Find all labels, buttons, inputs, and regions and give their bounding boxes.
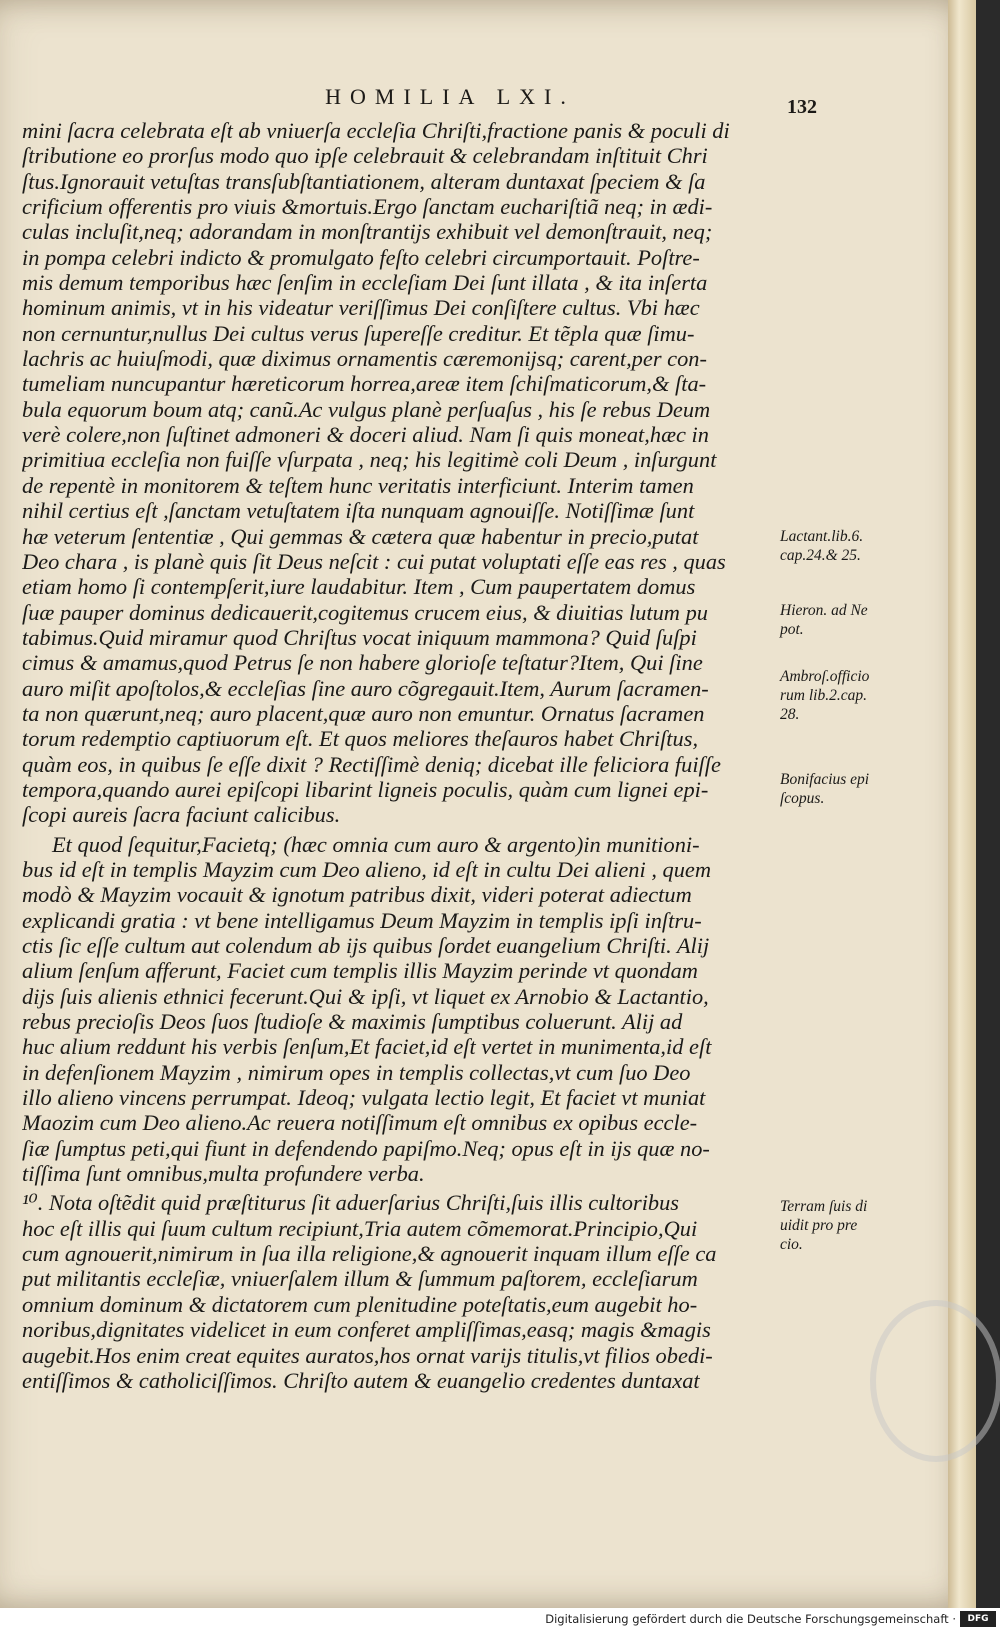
- text-line: modò & Mayzim vocauit & ignotum patribus dixit, videri poterat adiectum: [22, 882, 692, 908]
- text-line: rebus precioſis Deos ſuos ſtudioſe & maximis ſumptibus coluerunt. Alij ad: [22, 1009, 683, 1035]
- text-line: tiſſima ſunt omnibus,multa profundere verba.: [22, 1161, 425, 1187]
- paragraph-1: [22, 118, 772, 828]
- text-line: in pompa celebri indicto & promulgato feſto celebri circumportauit. Poſtre-: [22, 244, 700, 270]
- marginal-note-terram: Terram ſuis di uidit pro pre cio.: [780, 1198, 868, 1253]
- text-line: huc alium reddunt his verbis ſenſum,Et faciet,id eſt vertet in munimenta,id eſt: [22, 1034, 712, 1060]
- text-line: etiam homo ſi contempſerit,iure laudabitur. Item , Cum paupertatem domus: [22, 574, 696, 600]
- text-line: ſiæ ſumptus peti,qui fiunt in defendendo papiſmo.Neq; opus eſt in ijs quæ no-: [22, 1135, 710, 1161]
- text-line: ſuæ pauper dominus dedicauerit,cogitemus crucem eius, & diuitias lutum pu: [22, 599, 708, 625]
- text-line: bula equorum boum atq; canũ.Ac vulgus planè perſuaſus , his ſe rebus Deum: [22, 396, 711, 422]
- text-line: in defenſionem Mayzim , nimirum opes in templis collectas,vt cum ſuo Deo: [22, 1059, 691, 1085]
- text-line: ctis ſic eſſe cultum aut colendum ab ijs quibus ſordet euangelium Chriſti. Alij: [22, 933, 710, 958]
- paper-clip-shadow: [870, 1300, 1000, 1462]
- text-line: hominum animis, vt in his videatur veriſſimus Dei conſiſtere cultus. Vbi hæc: [22, 295, 700, 321]
- text-line: auro miſit apoſtolos,& eccleſias ſine auro cõgregauit.Item, Aurum ſacramen-: [22, 675, 709, 701]
- text-line: tempora,quando aurei epiſcopi libarint ligneis poculis, quàm cum lignei epi-: [22, 776, 709, 802]
- text-line: mis demum temporibus hæc ſenſim in eccleſiam Dei ſunt illata , & ita inſerta: [22, 270, 708, 296]
- text-line: hoc eſt illis qui ſuum cultum recipiunt,Tria autem cõmemorat.Principio,Qui: [22, 1215, 698, 1241]
- text-line: ſcopi aureis ſacra faciunt calicibus.: [22, 802, 341, 828]
- text-line: entiſſimos & catholiciſſimos. Chriſto autem & euangelio credentes duntaxat: [22, 1367, 700, 1393]
- text-line: primitiua eccleſia non fuiſſe vſurpata , neq; his legitimè coli Deum , inſurgunt: [22, 447, 717, 473]
- text-line: ta non quærunt,neq; auro placent,quæ auro non emuntur. Ornatus ſacramen: [22, 700, 705, 726]
- footer-credit: Digitalisierung gefördert durch die Deutsche Forschungsgemeinschaft ·: [545, 1612, 956, 1626]
- marginal-note-ambrosius: Ambroſ.officio rum lib.2.cap. 28.: [780, 668, 870, 723]
- dfg-logo-icon: DFG: [960, 1611, 996, 1627]
- text-line: tabimus.Quid miramur quod Chriſtus vocat iniquum mammona? Quid ſuſpi: [22, 624, 697, 650]
- text-line: omnium dominum & dictatorem cum plenitudine poteſtatis,eum augebit ho-: [22, 1291, 698, 1317]
- marginal-note-bonifacius: Bonifacius epi ſcopus.: [780, 771, 870, 807]
- paragraph-2: [22, 832, 772, 1187]
- text-line: Deo chara , is planè quis ſit Deus neſcit : cui putat voluptati eſſe eas res , quas: [22, 548, 726, 574]
- text-line: non cernuntur,nullus Dei cultus verus ſupereſſe creditur. Et tẽpla quæ ſimu-: [22, 320, 695, 346]
- text-line: ſtus.Ignorauit vetuſtas transſubſtantiationem, alteram duntaxat ſpeciem & ſa: [22, 168, 706, 194]
- folio-number: 132: [787, 96, 817, 118]
- text-line: lachris ac huiuſmodi, quæ diximus ornamentis cæremonijsq; carent,per con-: [22, 346, 707, 372]
- text-line: ¹⁰. Nota oſtẽdit quid præſtiturus ſit aduerſarius Chriſti,ſuis illis cultoribus: [22, 1190, 680, 1216]
- text-line: culas incluſit,neq; adorandam in monſtrantijs exhibuit vel demonſtrauit, neq;: [22, 219, 713, 245]
- text-line: augebit.Hos enim creat equites auratos,hos ornat varijs titulis,vt filios obedi-: [22, 1342, 713, 1368]
- text-line: Et quod ſequitur,Facietq; (hæc omnia cum auro & argento)in munitioni-: [52, 831, 700, 857]
- text-line: mini ſacra celebrata eſt ab vniuerſa eccleſia Chriſti,fractione panis & poculi di: [22, 118, 730, 143]
- text-line: torum redemptio captiuorum eſt. Et quos meliores theſauros habet Chriſtus,: [22, 726, 699, 752]
- text-line: quàm eos, in quibus ſe eſſe dixit ? Rectiſſimè deniq; dicebat ille feliciora fuiſſe: [22, 751, 721, 777]
- text-line: ſtributione eo prorſus modo quo ipſe celebrauit & celebrandam inſtituit Chri: [22, 143, 708, 169]
- text-line: put militantis eccleſiæ, vniuerſalem illum & ſummum paſtorem, eccleſiarum: [22, 1266, 698, 1292]
- text-line: Maozim cum Deo alieno.Ac reuera notiſſimum eſt omnibus ex opibus eccle-: [22, 1110, 698, 1136]
- text-line: hæ veterum ſententiæ , Qui gemmas & cætera quæ habentur in precio,putat: [22, 523, 699, 549]
- main-text-block: [22, 118, 772, 1393]
- digitization-footer: [0, 1608, 1000, 1631]
- text-line: illo alieno vincens perrumpat. Ideoq; vulgata lectio legit, Et faciet vt muniat: [22, 1085, 706, 1111]
- text-line: dijs ſuis alienis ethnici fecerunt.Qui & ipſi, vt liquet ex Arnobio & Lactantio,: [22, 983, 709, 1009]
- marginal-note-lactantius: Lactant.lib.6. cap.24.& 25.: [780, 528, 864, 564]
- text-line: nihil certius eſt ,ſanctam vetuſtatem iſta nunquam agnouiſſe. Notiſſimæ ſunt: [22, 498, 695, 524]
- text-line: bus id eſt in templis Mayzim cum Deo alieno, id eſt in cultu Dei alieni , quem: [22, 856, 712, 882]
- paragraph-3: [22, 1190, 772, 1393]
- text-line: verè colere,non ſuſtinet admoneri & doceri aliud. Nam ſi quis moneat,hæc in: [22, 422, 709, 448]
- text-line: cimus & amamus,quod Petrus ſe non habere glorioſe teſtatur?Item, Qui ſine: [22, 650, 703, 676]
- text-line: de repentè in monitorem & teſtem hunc veritatis interficiunt. Interim tamen: [22, 472, 694, 498]
- text-line: noribus,dignitates videlicet in eum conferet ampliſſimas,easq; magis &magis: [22, 1317, 711, 1343]
- text-line: crificium offerentis pro viuis &mortuis.Ergo ſanctam euchariſtiã neq; in ædi-: [22, 194, 713, 220]
- text-line: cum agnouerit,nimirum in ſua illa religione,& agnouerit inquam illum eſſe ca: [22, 1241, 717, 1267]
- text-line: explicandi gratia : vt bene intelligamus Deum Mayzim in templis ipſi inſtru-: [22, 907, 702, 933]
- text-line: tumeliam nuncupantur hæreticorum horrea,areæ item ſchiſmaticorum,& ſta-: [22, 371, 707, 397]
- running-head: HOMILIA LXI.: [325, 84, 575, 109]
- text-line: alium ſenſum afferunt, Faciet cum templis illis Mayzim perinde vt quondam: [22, 958, 698, 984]
- marginal-note-hieronymus: Hieron. ad Ne pot.: [780, 602, 868, 638]
